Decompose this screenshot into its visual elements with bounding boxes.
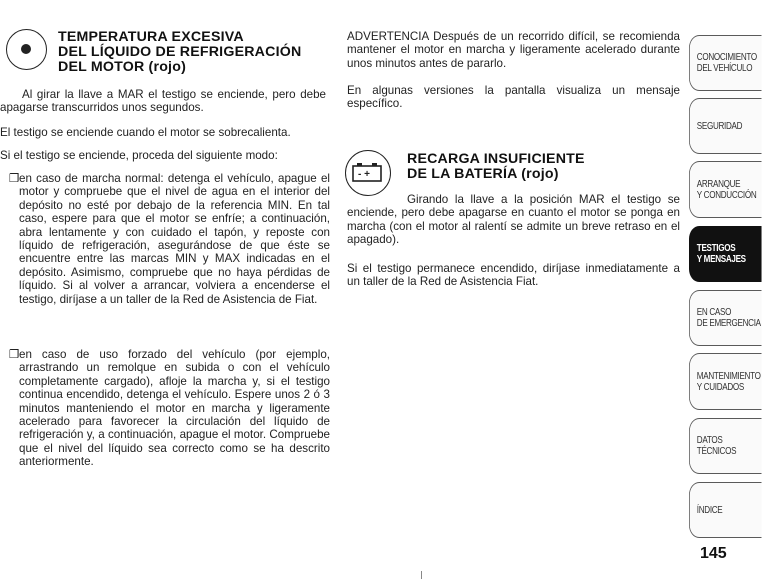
advertencia-paragraph: ADVERTENCIA Después de un recorrido difícil, se recomienda mantener el motor en marcha y ligeramente acelerado durante unos minutos antes de pararlo. <box>347 30 680 70</box>
coolant-temperature-title: TEMPERATURA EXCESIVA DEL LÍQUIDO DE REFRIGERACIÓN DEL MOTOR (rojo) <box>58 29 302 75</box>
tab-en-caso-de-emergencia[interactable]: EN CASO DE EMERGENCIA <box>689 290 762 346</box>
display-message-paragraph: En algunas versiones la pantalla visualiza un mensaje específico. <box>347 84 680 111</box>
coolant-intro-paragraph: Al girar la llave a MAR el testigo se enciende, pero debe apagarse transcurridos unos segundos. <box>0 88 326 115</box>
heavy-use-list-item: ❐ en caso de uso forzado del vehículo (por ejemplo, arrastrando un remolque en subida o con el vehículo completamente cargado), afloje la marcha y, si el testigo continua encendido, detenga el vehículo. Espere unos 2 ó 3 minutos manteniendo el motor en marcha y ligeramente acelerado para favorecer la circulación del líquido de refrigeración y, a continuación, apague el motor. Compruebe que el nivel del líquido sea correcto como se ha descrito anteriormente. <box>9 348 330 469</box>
coolant-overheat-paragraph: El testigo se enciende cuando el motor se sobrecalienta. <box>0 126 291 139</box>
tab-arranque-y-conduccion[interactable]: ARRANQUE Y CONDUCCIÓN <box>689 161 762 218</box>
tab-testigos-y-mensajes[interactable]: TESTIGOS Y MENSAJES <box>689 226 762 282</box>
fold-mark <box>421 571 422 579</box>
battery-warning-icon <box>345 150 391 196</box>
battery-intro-paragraph: Girando la llave a la posición MAR el testigo se enciende, pero debe apagarse en cuanto el motor se ponga en marcha (con el motor al ralentí se admite un breve retraso en el apagado). <box>347 193 680 247</box>
battery-workshop-paragraph: Si el testigo permanece encendido, diríjase inmediatamente a un taller de la Red de Asistencia Fiat. <box>347 262 680 289</box>
tab-conocimiento-del-vehiculo[interactable]: CONOCIMIENTO DEL VEHÍCULO <box>689 35 762 91</box>
tab-seguridad[interactable]: SEGURIDAD <box>689 98 762 154</box>
battery-charge-title: RECARGA INSUFICIENTE DE LA BATERÍA (rojo) <box>407 151 585 182</box>
bullet-marker: ❐ <box>9 348 20 361</box>
tab-datos-tecnicos[interactable]: DATOS TÉCNICOS <box>689 418 762 474</box>
tab-indice[interactable]: ÍNDICE <box>689 482 762 538</box>
tab-mantenimiento-y-cuidados[interactable]: MANTENIMIENTO Y CUIDADOS <box>689 353 762 410</box>
battery-icon-label: - + <box>358 169 370 180</box>
warning-light-icon <box>6 29 47 70</box>
page-number: 145 <box>700 545 727 562</box>
bullet-marker: ❐ <box>9 172 20 185</box>
coolant-instructions-paragraph: Si el testigo se enciende, proceda del siguiente modo: <box>0 149 278 162</box>
normal-driving-list-item: ❐ en caso de marcha normal: detenga el vehículo, apague el motor y compruebe que el nivel de agua en el interior del depósito no esté por debajo de la referencia MIN. En tal caso, espere para que el motor se enfríe; a continuación, abra lentamente y con cuidado el tapón, y reposte con líquido de refrigeración, asegurándose de que éste se encuentre entre las marcas MIN y MAX indicadas en el depósito. Asimismo, compruebe que no haya pérdidas de líquido. Si al volver a arrancar, volviera a encenderse el testigo, diríjase a un taller de la Red de Asistencia de Fiat. <box>9 172 330 306</box>
